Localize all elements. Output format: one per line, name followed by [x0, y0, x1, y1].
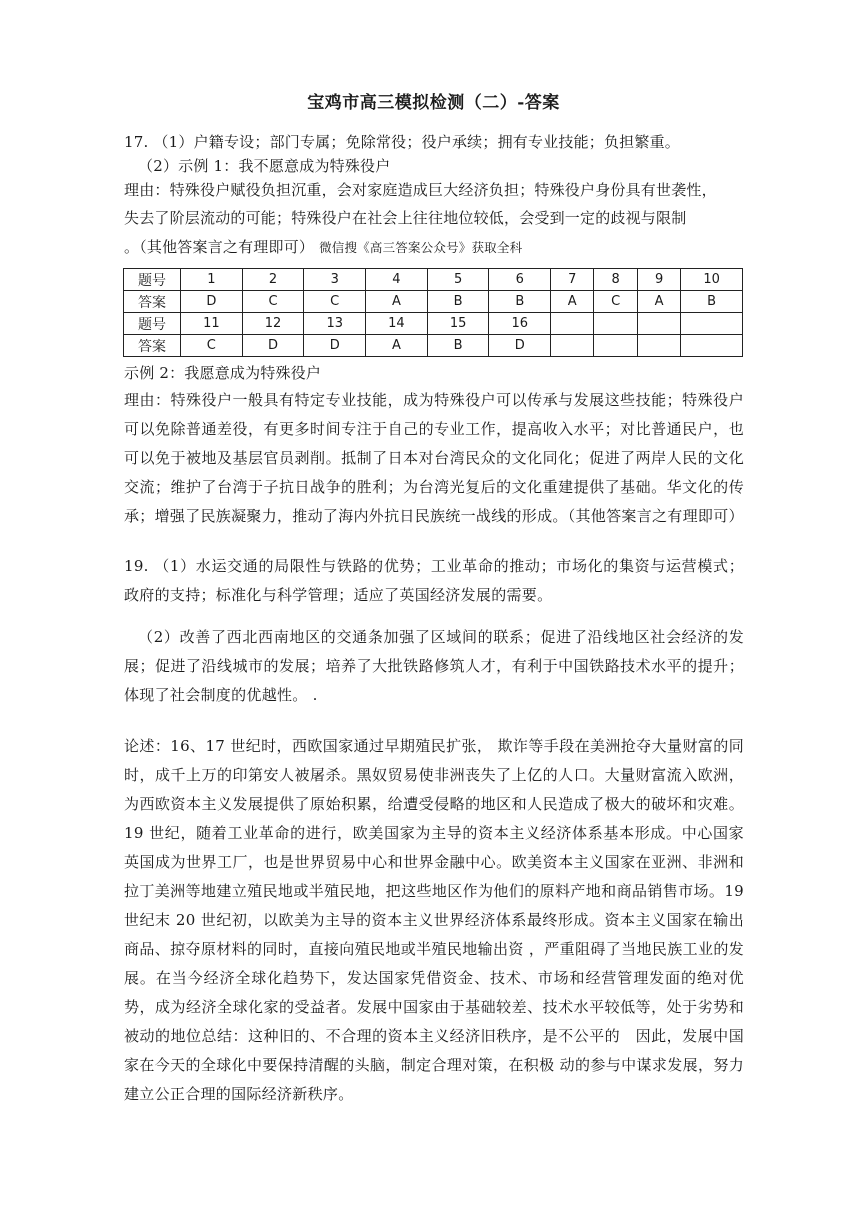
table-cell	[594, 313, 638, 335]
row-label: 题号	[124, 313, 181, 335]
table-cell: C	[304, 291, 366, 313]
table-cell	[551, 313, 594, 335]
table-cell: 5	[427, 269, 489, 291]
table-row	[124, 335, 743, 357]
table-cell: D	[242, 335, 304, 357]
table-cell: A	[366, 291, 428, 313]
q17-reason1-line1: 理由：特殊役户赋役负担沉重，会对家庭造成巨大经济负担；特殊役户身份具有世袭性，	[124, 181, 717, 199]
answer-table	[123, 268, 743, 357]
table-cell: D	[489, 335, 551, 357]
table-cell: 2	[242, 269, 304, 291]
table-row	[124, 313, 743, 335]
table-cell: A	[551, 291, 594, 313]
q17-reason1-line2: 失去了阶层流动的可能；特殊役户在社会上往往地位较低，会受到一定的歧视与限制	[124, 209, 687, 227]
table-cell: B	[489, 291, 551, 313]
table-cell: 14	[366, 313, 428, 335]
table-cell	[681, 313, 743, 335]
row-label: 题号	[124, 269, 181, 291]
q17-part1: 17. （1）户籍专设；部门专属；免除常役；役户承续；拥有专业技能；负担繁重。	[124, 133, 680, 151]
page-title: 宝鸡市高三模拟检测（二）-答案	[307, 93, 560, 113]
table-cell: A	[366, 335, 428, 357]
table-cell: 9	[638, 269, 681, 291]
table-cell: 4	[366, 269, 428, 291]
table-cell: 16	[489, 313, 551, 335]
table-cell: 10	[681, 269, 743, 291]
table-cell: 13	[304, 313, 366, 335]
table-row	[124, 291, 743, 313]
table-cell: B	[681, 291, 743, 313]
row-label: 答案	[124, 335, 181, 357]
table-cell: 15	[427, 313, 489, 335]
q17-example1: （2）示例 1：我不愿意成为特殊役户	[138, 157, 391, 175]
table-cell: A	[638, 291, 681, 313]
table-cell	[551, 335, 594, 357]
q17-reason1-line3-wrap	[124, 236, 522, 257]
table-cell: 6	[489, 269, 551, 291]
q19-part2: （2）改善了西北西南地区的交通条加强了区域间的联系；促进了沿线地区社会经济的发展；促进了沿线城市的发展；培养了大批铁路修筑人才，有利于中国铁路技术水平的提升；体现了社会制度的优越性。 .	[124, 628, 744, 704]
row-label: 答案	[124, 291, 181, 313]
table-cell: D	[181, 291, 243, 313]
table-cell: 12	[242, 313, 304, 335]
example2-text: 理由：特殊役户一般具有特定专业技能，成为特殊役户可以传承与发展这些技能；特殊役户可以免除普通差役，有更多时间专注于自己的专业工作，提高收入水平；对比普通民户，也可以免于被地及基层官员剥削。抵制了日本对台湾民众的文化同化；促进了两岸人民的文化交流；维护了台湾于子抗日战争的胜利；为台湾光复后的文化重建提供了基础。华文化的传承；增强了民族凝聚力，推动了海内外抗日民族统一战线的形成。（其他答案言之有理即可）	[124, 391, 744, 525]
table-cell: C	[181, 335, 243, 357]
table-cell: D	[304, 335, 366, 357]
table-cell: 11	[181, 313, 243, 335]
table-cell: 7	[551, 269, 594, 291]
table-cell: 3	[304, 269, 366, 291]
table-cell: B	[427, 335, 489, 357]
q17-reason1-line3: 。（其他答案言之有理即可）	[124, 238, 315, 256]
table-cell: 8	[594, 269, 638, 291]
q19-part1: 19. （1）水运交通的局限性与铁路的优势；工业革命的推动；市场化的集资与运营模式；政府的支持；标准化与科学管理；适应了英国经济发展的需要。	[124, 557, 744, 604]
table-cell: B	[427, 291, 489, 313]
table-cell: C	[594, 291, 638, 313]
table-row	[124, 269, 743, 291]
essay-text: 论述：16、17 世纪时，西欧国家通过早期殖民扩张， 欺诈等手段在美洲抢夺大量财富的同时，成千上万的印第安人被屠杀。黑奴贸易使非洲丧失了上亿的人口。大量财富流入欧洲，为西欧资本主义发展提供了原始积累，给遭受侵略的地区和人民造成了极大的破坏和灾难。19 世纪，随着工业革命的进行，欧美国家为主导的资本主义经济体系基本形成。中心国家英国成为世界工厂，也是世界贸易中心和世界金融中心。欧美资本主义国家在亚洲、非洲和拉丁美洲等地建立殖民地或半殖民地，把这些地区作为他们的原料产地和商品销售市场。19 世纪末 20 世纪初，以欧美为主导的资本主义世界经济体系最终形成。资本主义国家在输出商品、掠夺原材料的同时，直接向殖民地或半殖民地输出资 ，严重阻碍了当地民族工业的发展。在当今经济全球化趋势下，发达国家凭借资金、技术、市场和经营管理发面的绝对优势，成为经济全球化家的受益者。发展中国家由于基础较差、技术水平较低等，处于劣势和被动的地位总结：这种旧的、不合理的资本主义经济旧秩序，是不公平的 因此，发展中国家在今天的全球化中要保持清醒的头脑，制定合理对策，在积极 动的参与中谋求发展，努力建立公正合理的国际经济新秩序。	[124, 737, 744, 1103]
table-cell: C	[242, 291, 304, 313]
wechat-note: 微信搜《高三答案公众号》获取全科	[319, 240, 523, 255]
example2-heading: 示例 2：我愿意成为特殊役户	[124, 364, 322, 382]
table-cell: 1	[181, 269, 243, 291]
table-cell	[638, 335, 681, 357]
table-cell	[681, 335, 743, 357]
table-cell	[638, 313, 681, 335]
table-cell	[594, 335, 638, 357]
